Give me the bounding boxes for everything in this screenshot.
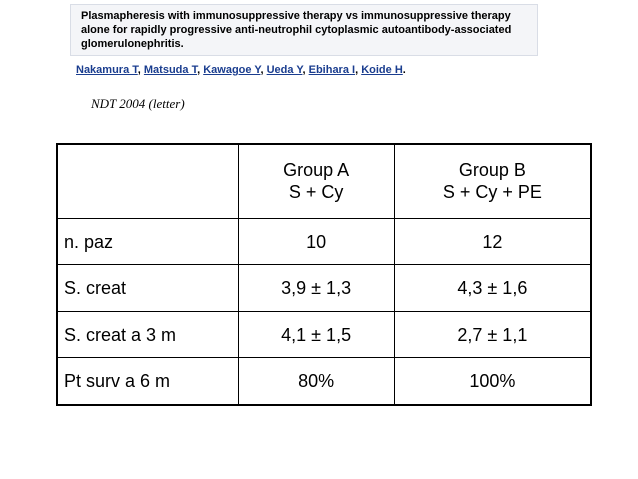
article-title: Plasmapheresis with immunosuppressive therapy vs immunosuppressive therapy alone for rapidly progressive anti-neutrophil cytoplasmic autoantibody-associated glomerulonephritis.	[81, 10, 512, 50]
group-a-value: 4,1 ± 1,5	[238, 311, 394, 358]
group-a-name: Group A	[283, 160, 350, 181]
table-header-row	[57, 144, 591, 218]
author-link[interactable]: Matsuda T	[143, 64, 198, 76]
group-b-value: 4,3 ± 1,6	[394, 265, 591, 312]
table-row	[57, 311, 591, 358]
author-link[interactable]: Ebihara I	[308, 64, 356, 76]
group-b-value: 2,7 ± 1,1	[394, 311, 591, 358]
group-b-value: 100%	[394, 358, 591, 405]
author-list-end: .	[402, 64, 406, 76]
author-separator: ,	[197, 64, 204, 76]
author-link[interactable]: Kawagoe Y	[203, 64, 261, 76]
group-b-value: 12	[394, 218, 591, 265]
group-a-therapy: S + Cy	[288, 182, 344, 203]
author-separator: ,	[260, 64, 267, 76]
group-a-value: 3,9 ± 1,3	[238, 265, 394, 312]
results-table	[56, 143, 592, 406]
row-label: Pt surv a 6 m	[57, 358, 238, 405]
row-label: n. paz	[57, 218, 238, 265]
table-row	[57, 265, 591, 312]
group-a-value: 80%	[238, 358, 394, 405]
author-separator: ,	[355, 64, 362, 76]
journal-note: NDT 2004 (letter)	[91, 96, 185, 111]
group-a-header	[238, 144, 394, 218]
author-list	[76, 63, 406, 77]
group-a-value: 10	[238, 218, 394, 265]
group-b-header	[394, 144, 591, 218]
table-row	[57, 358, 591, 405]
group-b-therapy: S + Cy + PE	[442, 182, 542, 203]
row-label: S. creat a 3 m	[57, 311, 238, 358]
author-link[interactable]: Nakamura T	[76, 64, 138, 76]
citation-box	[70, 4, 538, 56]
table-corner-cell	[57, 144, 238, 218]
row-label: S. creat	[57, 265, 238, 312]
author-separator: ,	[137, 64, 144, 76]
author-link[interactable]: Ueda Y	[266, 64, 303, 76]
author-link[interactable]: Koide H	[361, 64, 403, 76]
author-separator: ,	[302, 64, 309, 76]
group-b-name: Group B	[458, 160, 526, 181]
table-row	[57, 218, 591, 265]
